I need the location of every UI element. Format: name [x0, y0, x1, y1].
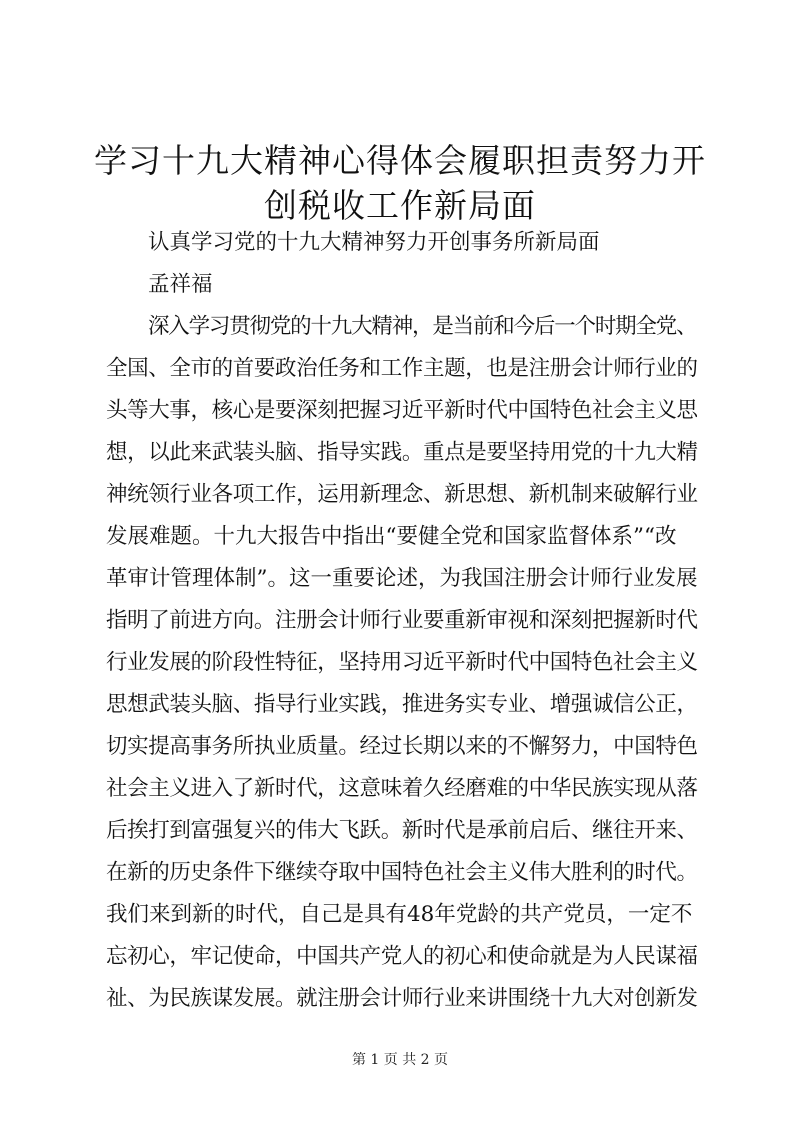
body-line: 我们来到新的时代，自己是具有48年党龄的共产党员，一定不: [106, 902, 693, 927]
body-line: 深入学习贯彻党的十九大精神，是当前和今后一个时期全党、: [148, 314, 697, 339]
body-line: 祉、为民族谋发展。就注册会计师行业来讲围绕十九大对创新发: [106, 986, 698, 1011]
body-line: 切实提高事务所执业质量。经过长期以来的不懈努力，中国特色: [106, 734, 698, 759]
document-subtitle: 认真学习党的十九大精神努力开创事务所新局面: [148, 230, 600, 255]
body-line: 行业发展的阶段性特征，坚持用习近平新时代中国特色社会主义: [106, 650, 698, 675]
body-line: 头等大事，核心是要深刻把握习近平新时代中国特色社会主义思: [106, 398, 698, 423]
document-title: 学习十九大精神心得体会履职担责努力开创税收工作新局面: [94, 141, 706, 225]
body-line: 在新的历史条件下继续夺取中国特色社会主义伟大胜利的时代。: [106, 860, 698, 885]
body-line: 忘初心，牢记使命，中国共产党人的初心和使命就是为人民谋福: [106, 944, 698, 969]
page-number-footer: 第 1 页 共 2 页: [351, 1052, 449, 1068]
body-line: 发展难题。十九大报告中指出“要健全党和国家监督体系”“改: [106, 524, 677, 549]
body-line: 后挨打到富强复兴的伟大飞跃。新时代是承前启后、继往开来、: [106, 818, 698, 843]
body-line: 想，以此来武装头脑、指导实践。重点是要坚持用党的十九大精: [106, 440, 698, 465]
body-line: 思想武装头脑、指导行业实践，推进务实专业、增强诚信公正，: [106, 692, 698, 717]
document-author: 孟祥福: [148, 272, 213, 297]
body-line: 社会主义进入了新时代，这意味着久经磨难的中华民族实现从落: [106, 776, 698, 801]
body-line: 革审计管理体制”。这一重要论述，为我国注册会计师行业发展: [106, 566, 698, 591]
body-line: 指明了前进方向。注册会计师行业要重新审视和深刻把握新时代: [106, 608, 698, 633]
body-line: 全国、全市的首要政治任务和工作主题，也是注册会计师行业的: [106, 356, 698, 381]
body-line: 神统领行业各项工作，运用新理念、新思想、新机制来破解行业: [106, 482, 698, 507]
